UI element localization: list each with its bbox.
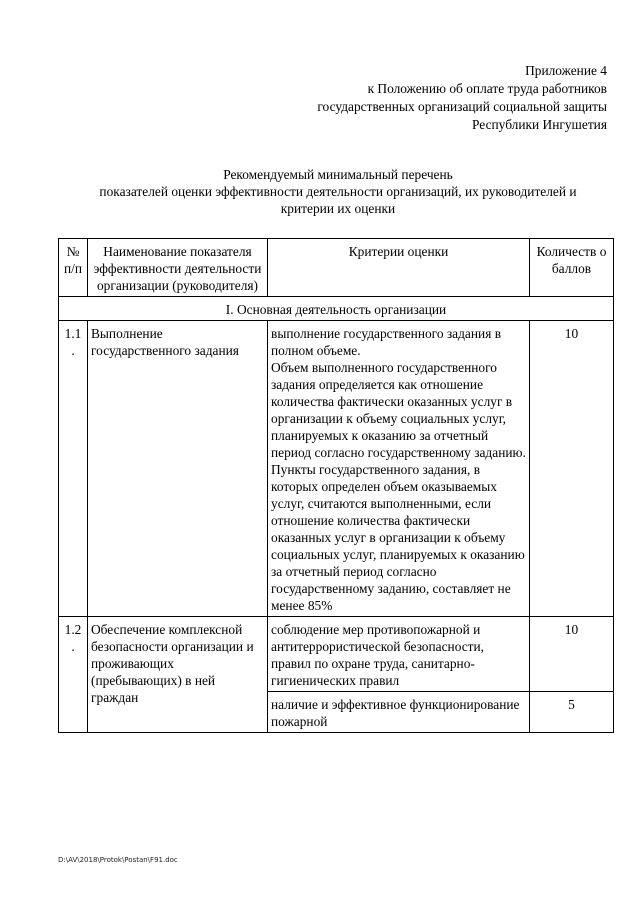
- row-criteria: [268, 321, 530, 617]
- row-criteria: соблюдение мер противопожарной и антитеррористической безопасности, правил по охране труда, санитарно-гигиенических правил: [268, 617, 530, 692]
- row-indicator: Выполнение государственного задания: [88, 321, 268, 617]
- table-row: [59, 617, 614, 692]
- section-row: [59, 297, 614, 321]
- criteria-paragraph: выполнение государственного задания в полном объеме.: [271, 326, 502, 358]
- appendix-ref-line: к Положению об оплате труда работников: [367, 81, 607, 96]
- criteria-paragraph: Объем выполненного государственного задания определяется как отношение количества фактически оказанных услуг в организации к объему социальных услуг, планируемых к оказанию за отчетный период согласно государственному заданию.: [271, 360, 526, 460]
- row-indicator: Обеспечение комплексной безопасности организации и проживающих (пребывающих) в ней граждан: [88, 617, 268, 733]
- title-line: критерии их оценки: [280, 201, 396, 216]
- row-num: 1.2 .: [59, 617, 88, 733]
- appendix-number: Приложение 4: [525, 63, 607, 78]
- header-score: Количеств о баллов: [530, 239, 614, 297]
- table-header-row: [59, 239, 614, 297]
- header-criteria: Критерии оценки: [268, 239, 530, 297]
- row-score: 10: [530, 321, 614, 617]
- row-criteria: наличие и эффективное функционирование пожарной: [268, 692, 530, 733]
- header-num: № п/п: [59, 239, 88, 297]
- document-title: [58, 166, 618, 217]
- title-line: показателей оценки эффективности деятельности организаций, их руководителей и: [99, 184, 577, 199]
- criteria-table: [58, 238, 614, 733]
- row-score: 10: [530, 617, 614, 692]
- section-title: I. Основная деятельность организации: [59, 297, 614, 321]
- table-row: [59, 321, 614, 617]
- header-name: Наименование показателя эффективности деятельности организации (руководителя): [88, 239, 268, 297]
- file-path-footer: D:\AV\2018\Protok\Postan\F91.doc: [58, 856, 178, 864]
- criteria-paragraph: Пункты государственного задания, в которых определен объем оказываемых услуг, считаются выполненными, если отношение количества фактически оказанных услуг в организации к объему социальных услуг, планируемых к оказанию за отчетный период согласно государственному заданию, составляет не менее 85%: [271, 462, 525, 613]
- row-score: 5: [530, 692, 614, 733]
- title-line: Рекомендуемый минимальный перечень: [223, 167, 453, 182]
- appendix-ref-line: Республики Ингушетия: [472, 117, 607, 132]
- row-num: 1.1 .: [59, 321, 88, 617]
- appendix-block: [207, 62, 607, 134]
- appendix-ref-line: государственных организаций социальной защиты: [317, 99, 607, 114]
